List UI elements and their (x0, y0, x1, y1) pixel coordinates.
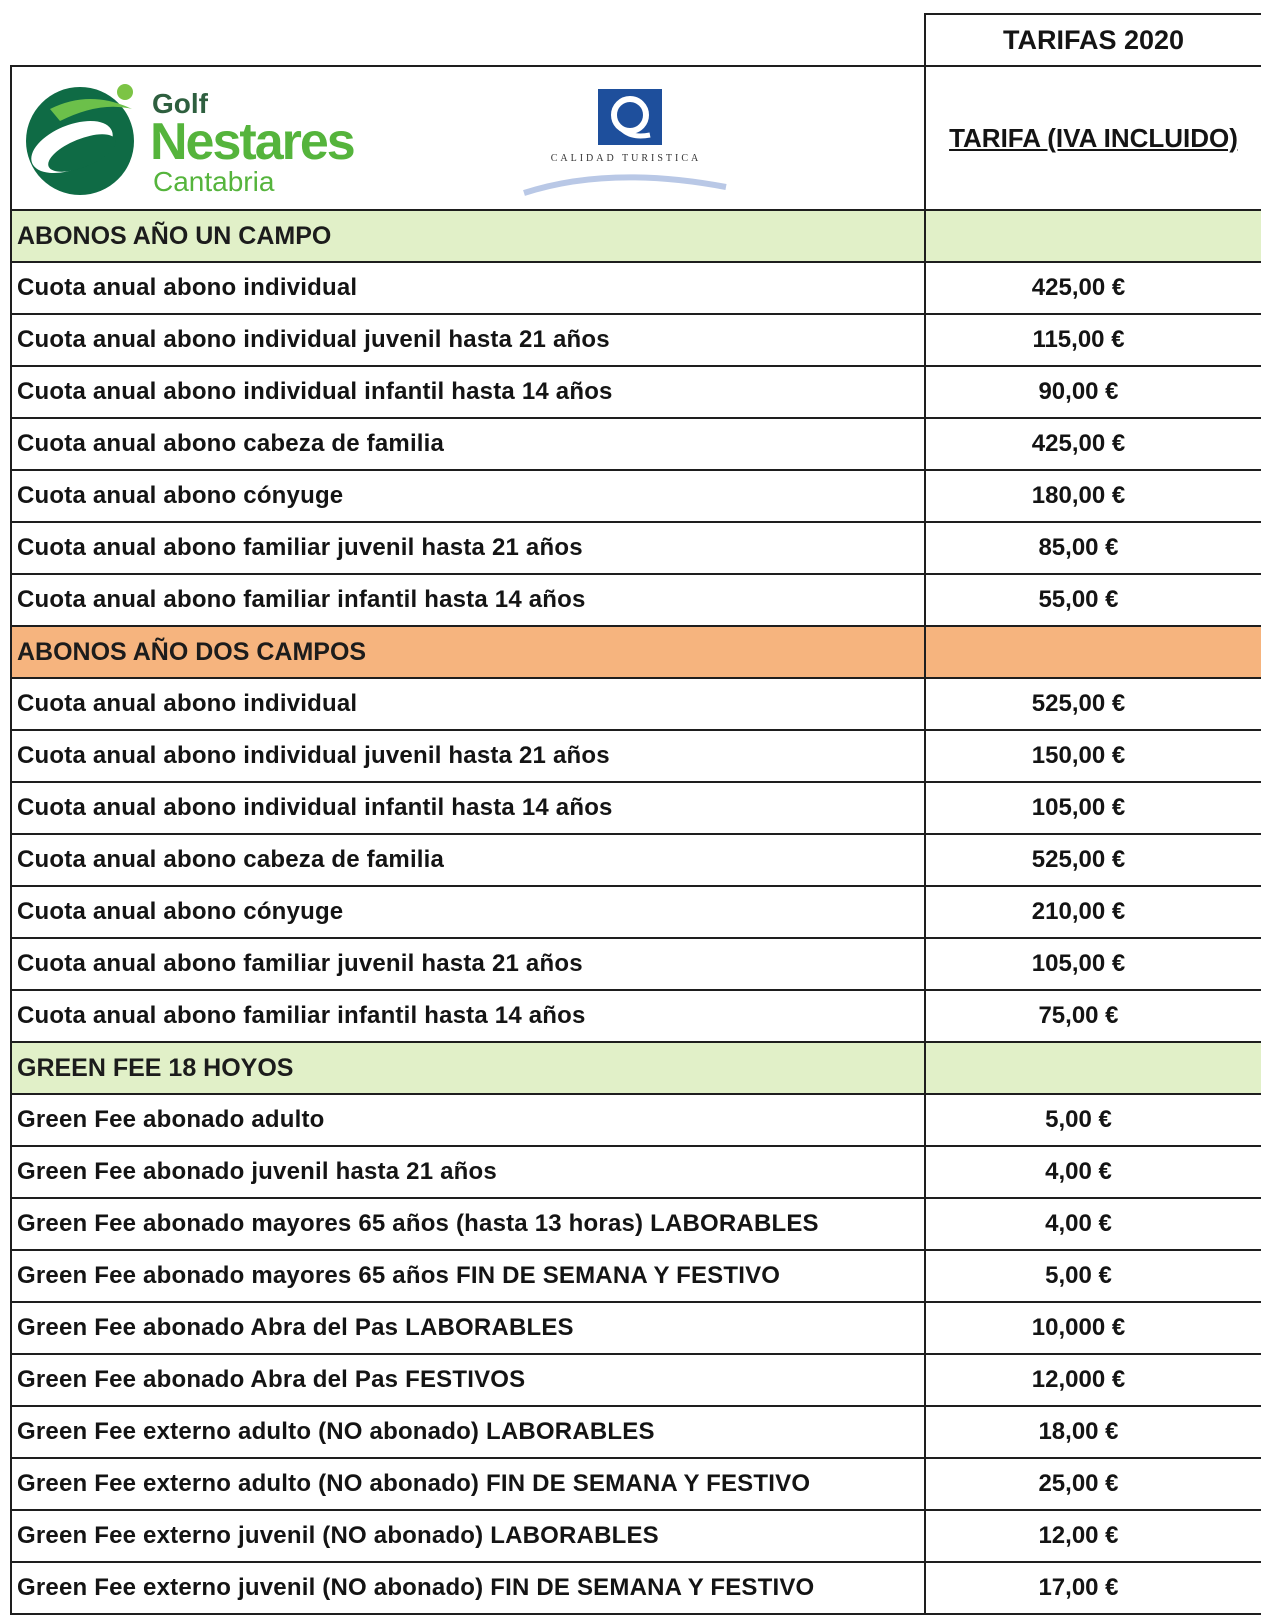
fee-label: Green Fee abonado juvenil hasta 21 años (11, 1146, 925, 1198)
year-title: TARIFAS 2020 (925, 14, 1261, 66)
tarifa-header (925, 66, 1261, 210)
fee-label: Green Fee abonado Abra del Pas FESTIVOS (11, 1354, 925, 1406)
fee-label: Cuota anual abono cabeza de familia (11, 418, 925, 470)
table-row (11, 1094, 1261, 1146)
fee-label: Green Fee abonado Abra del Pas LABORABLES (11, 1302, 925, 1354)
logo-cell (11, 66, 925, 210)
fee-price: 5,00 € (925, 1250, 1261, 1302)
section-title-empty-cell (925, 1042, 1261, 1094)
fee-price: 115,00 € (925, 314, 1261, 366)
table-row (11, 1458, 1261, 1510)
table-row (11, 522, 1261, 574)
fee-price: 25,00 € (925, 1458, 1261, 1510)
fee-label: Cuota anual abono familiar infantil hasta 14 años (11, 990, 925, 1042)
tarifa-label: TARIFA (IVA INCLUIDO) (949, 122, 1238, 153)
table-row (11, 834, 1261, 886)
calidad-turistica-logo (520, 85, 730, 197)
section-header-row (11, 210, 1261, 262)
fee-price: 105,00 € (925, 782, 1261, 834)
table-row (11, 366, 1261, 418)
logo-header-row (11, 66, 1261, 210)
fee-price: 12,00 € (925, 1510, 1261, 1562)
quality-swoosh (524, 177, 726, 193)
year-header-row (11, 14, 1261, 66)
fee-label: Cuota anual abono familiar infantil hasta 14 años (11, 574, 925, 626)
table-row (11, 262, 1261, 314)
table-row (11, 314, 1261, 366)
fee-label: Green Fee externo juvenil (NO abonado) FIN DE SEMANA Y FESTIVO (11, 1562, 925, 1614)
fee-label: Cuota anual abono individual (11, 262, 925, 314)
section-title-empty-cell (925, 210, 1261, 262)
fee-price: 5,00 € (925, 1094, 1261, 1146)
fee-label: Green Fee externo adulto (NO abonado) FIN DE SEMANA Y FESTIVO (11, 1458, 925, 1510)
fee-price: 525,00 € (925, 678, 1261, 730)
fee-price: 90,00 € (925, 366, 1261, 418)
table-row (11, 418, 1261, 470)
fee-price: 4,00 € (925, 1146, 1261, 1198)
table-row (11, 886, 1261, 938)
fee-price: 105,00 € (925, 938, 1261, 990)
fee-price: 525,00 € (925, 834, 1261, 886)
table-row (11, 938, 1261, 990)
logo-word-cantabria: Cantabria (153, 166, 275, 197)
logo-word-golf: Golf (152, 88, 208, 119)
table-row (11, 1250, 1261, 1302)
table-row (11, 470, 1261, 522)
price-table (10, 13, 1261, 1615)
fee-label: Cuota anual abono individual infantil hasta 14 años (11, 366, 925, 418)
fee-price: 17,00 € (925, 1562, 1261, 1614)
table-row (11, 1302, 1261, 1354)
fee-label: Green Fee abonado adulto (11, 1094, 925, 1146)
golf-nestares-logo (20, 79, 400, 197)
section-title-empty-cell (925, 626, 1261, 678)
fee-price: 150,00 € (925, 730, 1261, 782)
golf-ball-swoosh-icon (24, 84, 134, 195)
table-row (11, 574, 1261, 626)
fee-price: 425,00 € (925, 262, 1261, 314)
fee-label: Green Fee abonado mayores 65 años (hasta 13 horas) LABORABLES (11, 1198, 925, 1250)
table-row (11, 1354, 1261, 1406)
fee-price: 85,00 € (925, 522, 1261, 574)
section-title: ABONOS AÑO UN CAMPO (11, 210, 925, 262)
fee-price: 4,00 € (925, 1198, 1261, 1250)
table-row (11, 1406, 1261, 1458)
fee-label: Cuota anual abono individual juvenil hasta 21 años (11, 730, 925, 782)
blank-corner-cell (11, 14, 925, 66)
fee-label: Cuota anual abono cónyuge (11, 886, 925, 938)
fee-label: Green Fee externo juvenil (NO abonado) LABORABLES (11, 1510, 925, 1562)
section-header-row (11, 1042, 1261, 1094)
price-list-sheet (10, 13, 1261, 1615)
fee-label: Green Fee abonado mayores 65 años FIN DE SEMANA Y FESTIVO (11, 1250, 925, 1302)
table-row (11, 782, 1261, 834)
fee-price: 180,00 € (925, 470, 1261, 522)
fee-price: 12,000 € (925, 1354, 1261, 1406)
fee-label: Cuota anual abono cónyuge (11, 470, 925, 522)
table-row (11, 1198, 1261, 1250)
fee-label: Cuota anual abono familiar juvenil hasta 21 años (11, 522, 925, 574)
table-row (11, 990, 1261, 1042)
fee-label: Green Fee externo adulto (NO abonado) LABORABLES (11, 1406, 925, 1458)
fee-label: Cuota anual abono familiar juvenil hasta 21 años (11, 938, 925, 990)
logo-word-nestares: Nestares (150, 113, 354, 171)
quality-q-icon (598, 89, 662, 145)
fee-price: 10,000 € (925, 1302, 1261, 1354)
fee-label: Cuota anual abono cabeza de familia (11, 834, 925, 886)
fee-price: 18,00 € (925, 1406, 1261, 1458)
section-title: GREEN FEE 18 HOYOS (11, 1042, 925, 1094)
fee-price: 55,00 € (925, 574, 1261, 626)
table-row (11, 730, 1261, 782)
fee-price: 425,00 € (925, 418, 1261, 470)
fee-label: Cuota anual abono individual juvenil hasta 21 años (11, 314, 925, 366)
calidad-turistica-label: CALIDAD TURISTICA (550, 153, 702, 164)
table-row (11, 1146, 1261, 1198)
fee-price: 210,00 € (925, 886, 1261, 938)
table-row (11, 1510, 1261, 1562)
section-title: ABONOS AÑO DOS CAMPOS (11, 626, 925, 678)
table-row (11, 1562, 1261, 1614)
section-header-row (11, 626, 1261, 678)
fee-label: Cuota anual abono individual infantil hasta 14 años (11, 782, 925, 834)
fee-price: 75,00 € (925, 990, 1261, 1042)
table-row (11, 678, 1261, 730)
fee-label: Cuota anual abono individual (11, 678, 925, 730)
